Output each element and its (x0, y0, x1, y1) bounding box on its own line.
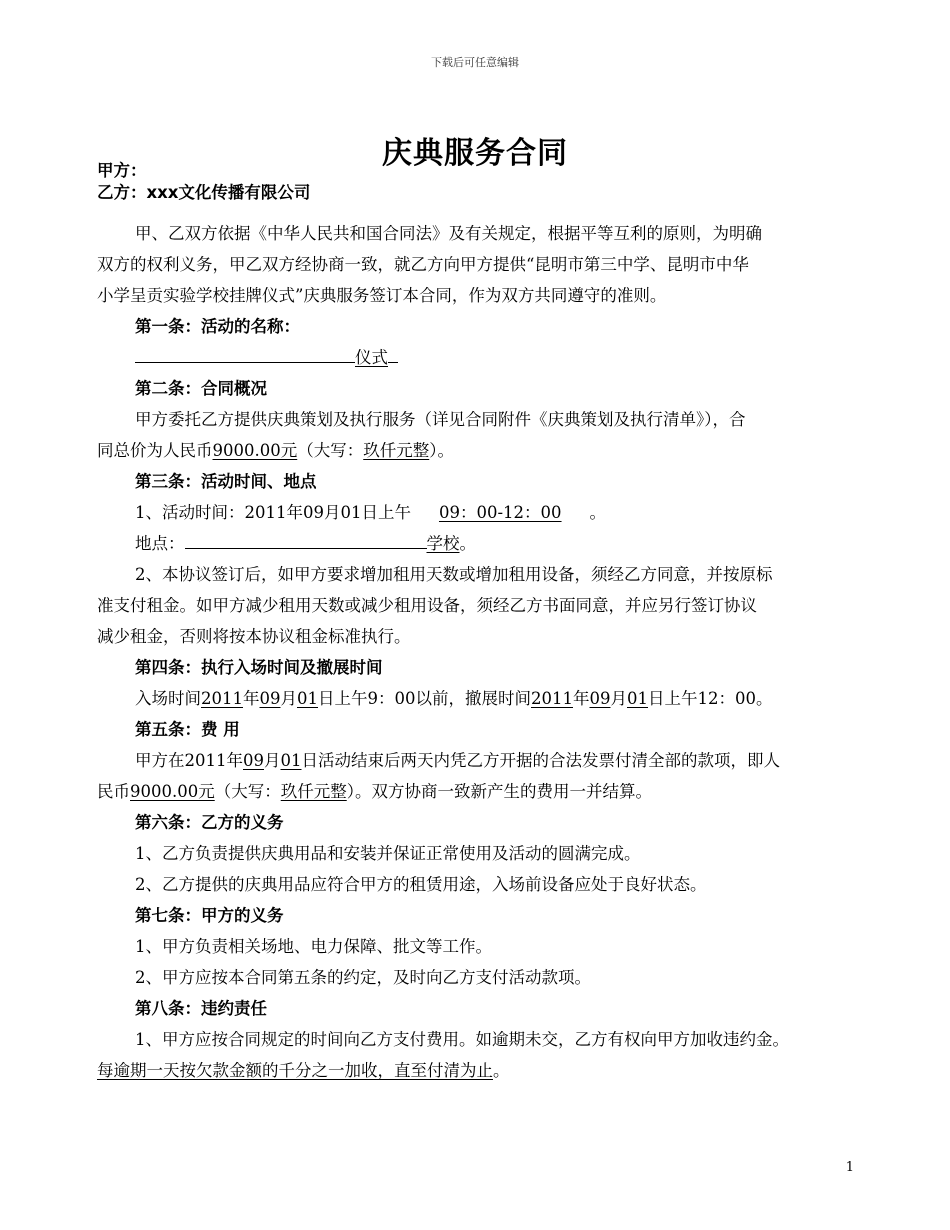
header-note: 下载后可任意编辑 (431, 56, 519, 69)
article-3-p2-line-1: 2、本协议签订后，如甲方要求增加租用天数或增加租用设备，须经乙方同意，并按原标 (135, 565, 773, 584)
activity-place-value: 学校 (426, 534, 460, 553)
blank-line (185, 530, 427, 549)
text: 。 (589, 503, 607, 522)
contract-price-cn: 玖仟元整 (363, 441, 430, 460)
activity-time-value: 09：00-12：00 (438, 503, 562, 522)
article-7-heading: 第七条：甲方的义务 (135, 906, 284, 925)
text: 1、活动时间：2011年09月01日上午 (135, 503, 411, 522)
text: ）。 (429, 441, 454, 460)
text: 年 (573, 689, 590, 708)
contract-body (97, 160, 857, 1086)
article-8-heading: 第八条：违约责任 (135, 999, 267, 1018)
text: 甲方在2011年 (135, 751, 243, 770)
text: 同总价为人民币 (97, 441, 213, 460)
article-1-blank (97, 342, 857, 373)
text: ）。双方协商一致新产生的费用一并结算。 (346, 782, 652, 801)
article-2-line-2 (97, 435, 857, 466)
article-3-heading: 第三条：活动时间、地点 (135, 472, 317, 491)
exit-month: 09 (589, 689, 611, 708)
text: （大写： (297, 441, 364, 460)
article-8-line-1: 1、甲方应按合同规定的时间向乙方支付费用。如逾期未交，乙方有权向甲方加收违约金。 (135, 1030, 789, 1049)
article-7-item-2: 2、甲方应按本合同第五条的约定，及时向乙方支付活动款项。 (135, 968, 591, 987)
article-2-line-1: 甲方委托乙方提供庆典策划及执行服务（详见合同附件《庆典策划及执行清单》），合 (135, 410, 746, 429)
exit-day: 01 (627, 689, 648, 708)
article-5-line-2 (97, 776, 857, 807)
article-1-heading: 第一条：活动的名称： (135, 317, 300, 336)
article-8-line-2: 每逾期一天按欠款金额的千分之一加收，直至付清为止。 (97, 1061, 510, 1080)
article-6-heading: 第六条：乙方的义务 (135, 813, 284, 832)
text: 民币 (97, 782, 130, 801)
article-6-item-1: 1、乙方负责提供庆典用品和安装并保证正常使用及活动的圆满完成。 (135, 844, 641, 863)
text: 月 (610, 689, 627, 708)
penalty-clause: 每逾期一天按欠款金额的千分之一加收，直至付清为止 (97, 1061, 493, 1080)
text: 日活动结束后两天内凭乙方开据的合法发票付清全部的款项，即人 (301, 751, 780, 770)
activity-place (97, 528, 857, 559)
article-4-heading: 第四条：执行入场时间及撤展时间 (135, 658, 383, 677)
payment-month: 09 (243, 751, 264, 770)
text: （大写： (214, 782, 281, 801)
payment-day: 01 (280, 751, 302, 770)
entry-year: 2011 (201, 689, 243, 708)
payment-amount-cn: 玖仟元整 (280, 782, 347, 801)
article-7-item-1: 1、甲方负责相关场地、电力保障、批文等工作。 (135, 937, 492, 956)
text: 地点： (135, 534, 185, 553)
text: 日上午12：00。 (648, 689, 773, 708)
party-a: 甲方： (97, 161, 147, 180)
text: 年 (243, 689, 260, 708)
text: 入场时间 (135, 689, 201, 708)
activity-time (97, 497, 857, 528)
payment-amount: 9000.00元 (130, 782, 215, 801)
intro-line-2: 双方的权利义务，甲乙双方经协商一致，就乙方向甲方提供“昆明市第三中学、昆明市中华 (97, 255, 749, 274)
article-2-heading: 第二条：合同概况 (135, 379, 267, 398)
text: 日上午9：00以前，撤展时间 (318, 689, 531, 708)
intro-line-3: 小学呈贡实验学校挂牌仪式”庆典服务签订本合同，作为双方共同遵守的准则。 (97, 286, 667, 305)
activity-name: 仪式 (355, 348, 388, 367)
blank-line (388, 344, 398, 363)
text: 。 (459, 534, 476, 553)
page-number: 1 (845, 1160, 854, 1175)
text: 月 (280, 689, 297, 708)
blank-line (135, 344, 355, 363)
text: 月 (264, 751, 281, 770)
contract-price: 9000.00元 (212, 441, 298, 460)
intro-line-1: 甲、乙双方依据《中华人民共和国合同法》及有关规定，根据平等互利的原则，为明确 (135, 224, 762, 243)
document-title: 庆典服务合同 (382, 136, 568, 171)
article-3-p2-line-3: 减少租金，否则将按本协议租金标准执行。 (97, 627, 411, 646)
entry-month: 09 (259, 689, 281, 708)
article-4-text (97, 683, 857, 714)
article-6-item-2: 2、乙方提供的庆典用品应符合甲方的租赁用途，入场前设备应处于良好状态。 (135, 875, 707, 894)
party-b: 乙方：xxx文化传播有限公司 (97, 183, 311, 202)
article-3-p2-line-2: 准支付租金。如甲方减少租用天数或减少租用设备，须经乙方书面同意，并应另行签订协议 (97, 596, 757, 615)
article-5-line-1 (97, 745, 857, 776)
entry-day: 01 (297, 689, 318, 708)
article-5-heading: 第五条：费 用 (135, 720, 240, 739)
exit-year: 2011 (531, 689, 573, 708)
